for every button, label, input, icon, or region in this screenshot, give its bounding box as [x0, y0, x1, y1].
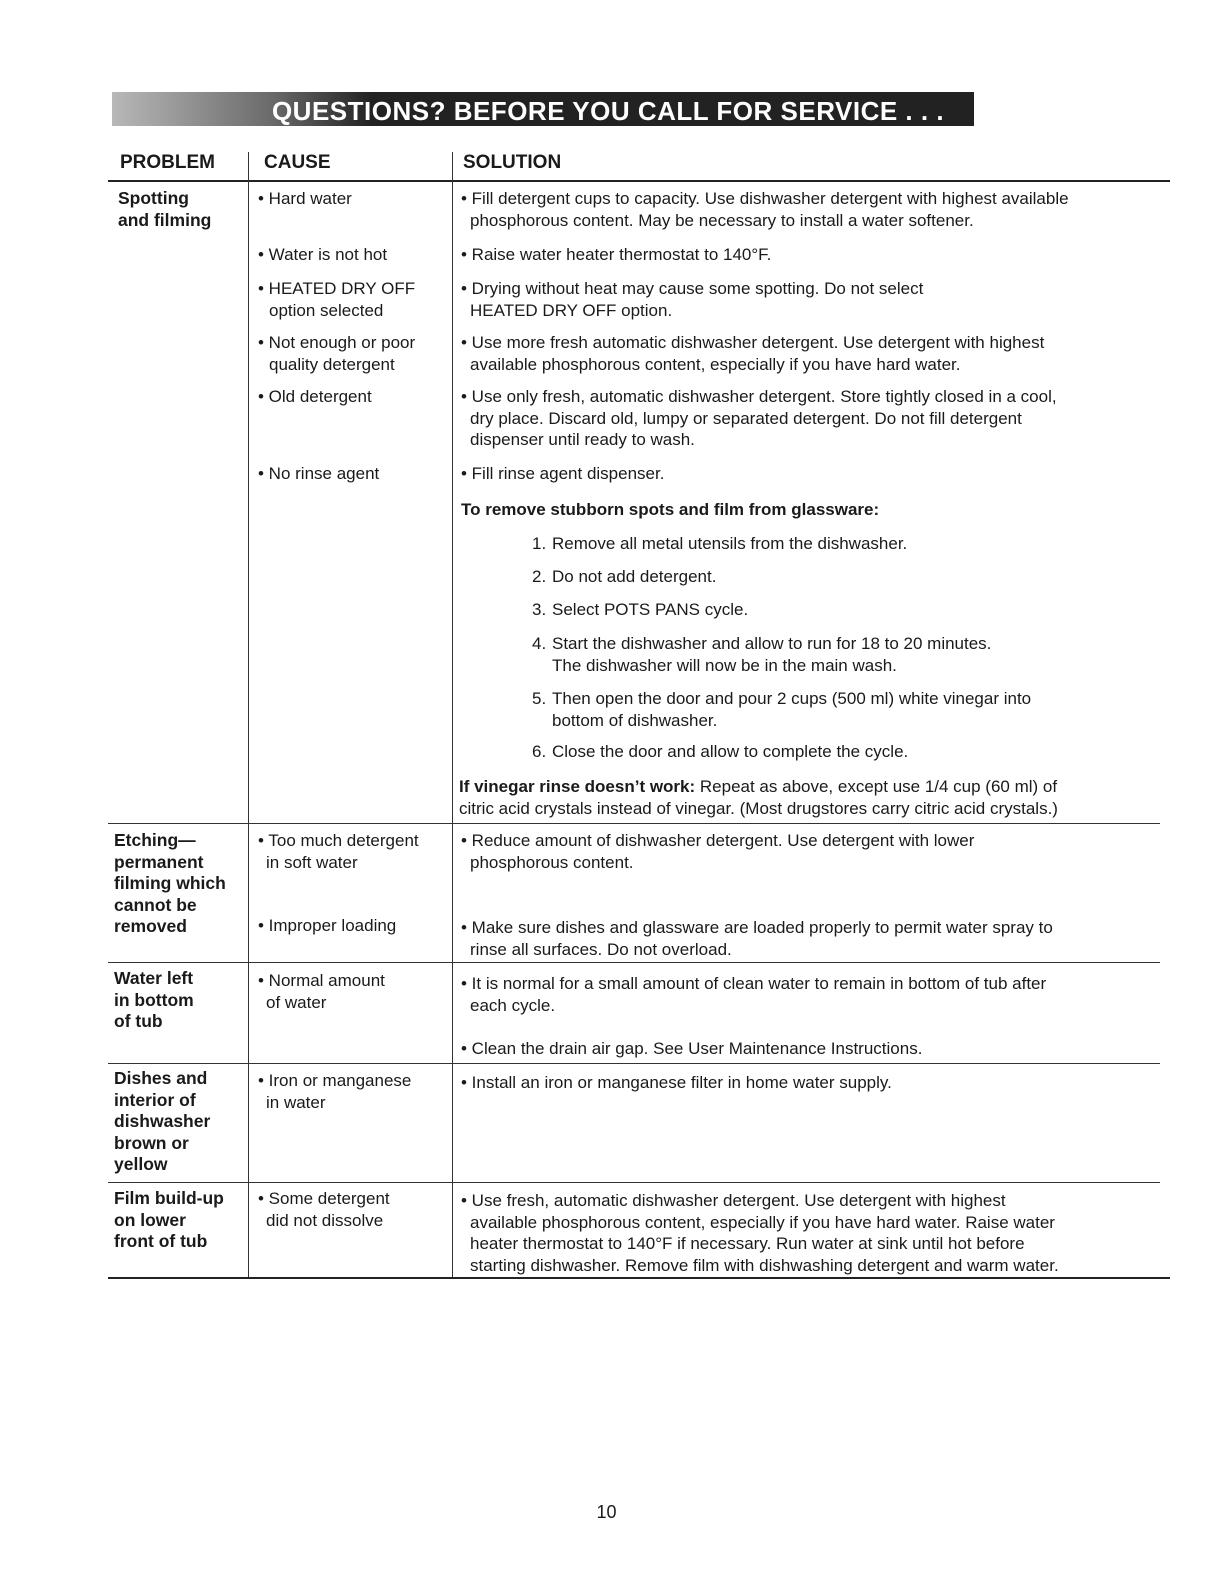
column-divider-2: [452, 152, 453, 1278]
problem-etching: Etching— permanent filming which cannot be removed: [114, 830, 226, 936]
cause-water-not-hot: • Water is not hot: [258, 245, 388, 264]
solution-fill-rinse: • Fill rinse agent dispenser.: [461, 464, 665, 483]
page-number: 10: [596, 1502, 617, 1522]
solution-clean-drain: • Clean the drain air gap. See User Maintenance Instructions.: [461, 1039, 923, 1058]
table-bottom-rule: [108, 1277, 1170, 1279]
step-number: 1.: [532, 534, 547, 553]
cause-hard-water: • Hard water: [258, 189, 352, 208]
column-divider-1: [248, 152, 249, 1278]
problem-film-buildup: Film build-up on lower front of tub: [114, 1188, 224, 1251]
solution-only-fresh: • Use only fresh, automatic dishwasher detergent. Store tightly closed in a cool, dry place. Discard old, lumpy or separated detergent. Do not fill detergent dispenser until ready to wash.: [461, 387, 1057, 449]
solution-load-properly: • Make sure dishes and glassware are loaded properly to permit water spray to rinse all surfaces. Do not overload.: [461, 918, 1053, 959]
step-number: 5.: [532, 689, 547, 708]
problem-header: PROBLEM: [120, 152, 215, 173]
problem-water-left: Water left in bottom of tub: [114, 968, 194, 1031]
row-divider: [108, 1063, 1160, 1064]
cause-normal-amount: • Normal amount of water: [258, 971, 385, 1012]
step-text: Select POTS PANS cycle.: [552, 600, 749, 619]
step-number: 4.: [532, 634, 547, 653]
problem-dishes-brown: Dishes and interior of dishwasher brown or yellow: [114, 1068, 211, 1174]
cause-not-enough-detergent: • Not enough or poor quality detergent: [258, 333, 416, 374]
cause-improper-loading: • Improper loading: [258, 916, 397, 935]
step-text: Start the dishwasher and allow to run for 18 to 20 minutes. The dishwasher will now be in the main wash.: [552, 634, 992, 675]
step-text: Then open the door and pour 2 cups (500 ml) white vinegar into bottom of dishwasher.: [552, 689, 1032, 730]
cause-heated-dry-off: • HEATED DRY OFF option selected: [258, 279, 416, 320]
cause-old-detergent: • Old detergent: [258, 387, 372, 406]
solution-fill-cups: • Fill detergent cups to capacity. Use dishwasher detergent with highest available phosphorous content. May be necessary to install a water softener.: [461, 189, 1069, 230]
row-divider: [108, 823, 1160, 824]
solution-raise-heater: • Raise water heater thermostat to 140°F.: [461, 245, 772, 264]
solution-reduce-detergent: • Reduce amount of dishwasher detergent. Use detergent with lower phosphorous content.: [461, 831, 975, 872]
cause-no-rinse-agent: • No rinse agent: [258, 464, 380, 483]
stubborn-spots-heading: To remove stubborn spots and film from glassware:: [461, 500, 880, 519]
solution-more-fresh: • Use more fresh automatic dishwasher detergent. Use detergent with highest available phosphorous content, especially if you have hard water.: [461, 333, 1045, 374]
step-number: 2.: [532, 567, 547, 586]
solution-normal-water: • It is normal for a small amount of clean water to remain in bottom of tub after each cycle.: [461, 974, 1047, 1015]
solution-drying: • Drying without heat may cause some spotting. Do not select HEATED DRY OFF option.: [461, 279, 924, 320]
cause-too-much-detergent: • Too much detergent in soft water: [258, 831, 419, 872]
row-divider: [108, 962, 1160, 963]
step-number: 3.: [532, 600, 547, 619]
cause-header: CAUSE: [264, 152, 331, 173]
title-banner: [112, 92, 974, 126]
step-text: Close the door and allow to complete the cycle.: [552, 742, 909, 761]
step-text: Do not add detergent.: [552, 567, 717, 586]
cause-some-detergent: • Some detergent did not dissolve: [258, 1189, 390, 1230]
step-text: Remove all metal utensils from the dishwasher.: [552, 534, 908, 553]
page-title: QUESTIONS? BEFORE YOU CALL FOR SERVICE . . .: [271, 96, 945, 126]
solution-header: SOLUTION: [463, 152, 562, 173]
vinegar-note: If vinegar rinse doesn’t work: Repeat as above, except use 1/4 cup (60 ml) of citric acid crystals instead of vinegar. (Most drugstores carry citric acid crystals.): [459, 777, 1058, 818]
solution-use-fresh: • Use fresh, automatic dishwasher detergent. Use detergent with highest available phosphorous content, especially if you have hard water. Raise water heater thermostat to 140°F if necessary. Run water at sink until hot before starting dishwasher. Remove film with dishwashing detergent and warm water.: [461, 1191, 1059, 1275]
step-number: 6.: [532, 742, 547, 761]
problem-spotting: Spotting and filming: [118, 188, 212, 230]
solution-install-filter: • Install an iron or manganese filter in home water supply.: [461, 1073, 892, 1092]
row-divider: [108, 1182, 1160, 1183]
cause-iron-manganese: • Iron or manganese in water: [258, 1071, 412, 1112]
header-rule: [108, 180, 1170, 182]
